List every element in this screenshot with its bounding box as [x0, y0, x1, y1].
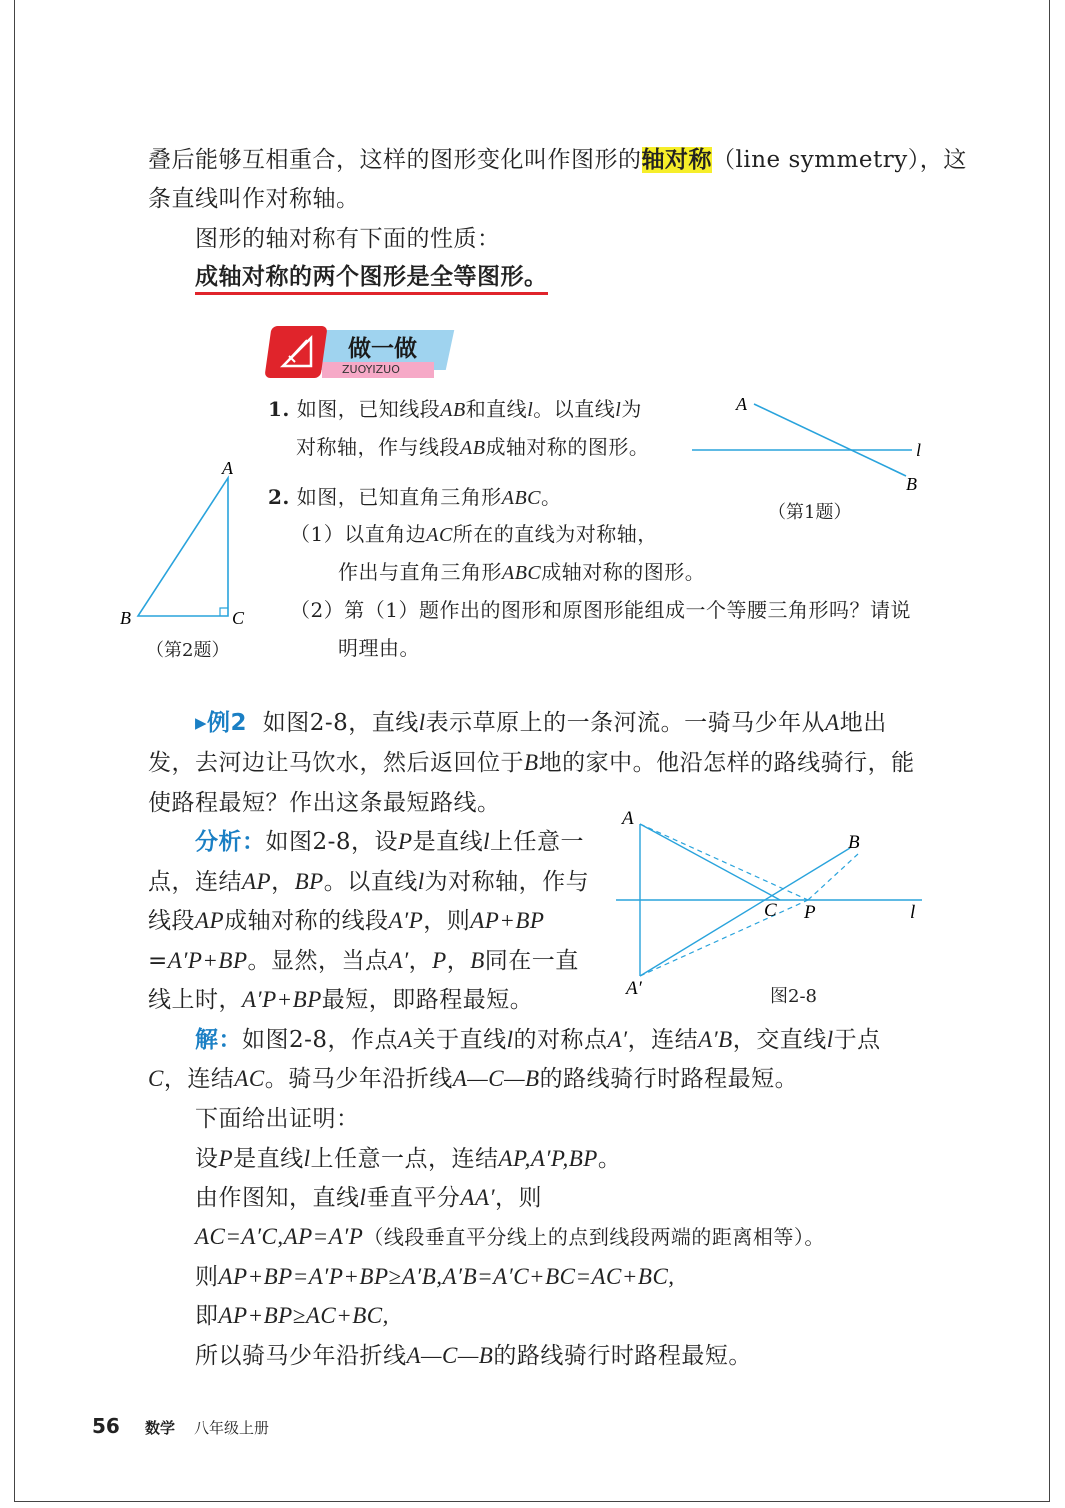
- label-b: B: [848, 832, 860, 853]
- math: AC: [234, 1066, 265, 1091]
- label-l: l: [910, 902, 916, 923]
- proof-line6: [195, 1337, 752, 1375]
- math: l: [826, 1027, 834, 1052]
- text: 关于直线: [412, 1027, 507, 1053]
- math: l: [527, 399, 534, 421]
- math: P: [398, 829, 413, 854]
- label-a: A: [736, 394, 747, 414]
- text: ，则: [495, 1185, 543, 1211]
- math: BP: [294, 869, 324, 894]
- math: AP+BP: [470, 908, 545, 933]
- figure-q1: [688, 388, 948, 498]
- math: A: [825, 710, 840, 735]
- text: 为对称轴，作与: [424, 869, 590, 895]
- math: l: [417, 869, 425, 894]
- math: P: [432, 948, 447, 973]
- segment-ab: [754, 404, 906, 476]
- segment-ac: [640, 824, 780, 900]
- activity-title: 做一做: [348, 336, 417, 362]
- text: 如图2-8，作点: [242, 1027, 399, 1053]
- example-label: 例2: [207, 710, 248, 736]
- proof-line2: [195, 1179, 542, 1217]
- text: ，连结: [163, 1066, 235, 1092]
- proof-line1: [195, 1140, 621, 1178]
- text: 同在一直: [484, 948, 579, 974]
- analysis-tag: 分析：: [195, 829, 266, 855]
- analysis-line1: [195, 823, 584, 861]
- example-line3: 使路程最短？作出这条最短路线。: [148, 790, 501, 816]
- text: 地出: [839, 710, 887, 736]
- reason: （线段垂直平分线上的点到线段两端的距离相等）。: [363, 1225, 825, 1249]
- text: 即: [195, 1303, 219, 1329]
- property-statement: 成轴对称的两个图形是全等图形。: [195, 264, 548, 295]
- text: 所在的直线为对称轴，: [452, 522, 658, 546]
- text: 。骑马少年沿折线: [264, 1066, 453, 1092]
- q2-sub2: （2）第（1）题作出的图形和原图形能组成一个等腰三角形吗？请说: [290, 598, 911, 622]
- q1-line1: [268, 390, 642, 429]
- solution-line1: [195, 1021, 881, 1059]
- page-number: 56: [92, 1414, 120, 1438]
- term-highlight: 轴对称: [641, 147, 712, 173]
- property-line: [195, 258, 548, 296]
- label-b: B: [120, 608, 131, 626]
- para1-line3: 图形的轴对称有下面的性质：: [195, 226, 501, 252]
- math: A′P: [388, 908, 424, 933]
- text: 成轴对称的图形。: [485, 435, 650, 459]
- example-tag: ▸例2: [195, 710, 248, 736]
- q2-sub2-cont: 明理由。: [338, 636, 420, 660]
- page-footer: [92, 1414, 269, 1438]
- text: 成轴对称的线段: [224, 908, 389, 934]
- math: AC=A′C,AP=A′P: [195, 1224, 364, 1249]
- proof-intro: 下面给出证明：: [195, 1106, 360, 1132]
- solution-line2: [148, 1060, 798, 1098]
- text: （line symmetry），这: [712, 147, 967, 173]
- math: l: [615, 399, 622, 421]
- math: AP+BP≥AC+BC,: [218, 1303, 389, 1328]
- caption-q2: （第2题）: [146, 640, 230, 661]
- figure-caption: 图2-8: [770, 986, 817, 1007]
- activity-pinyin: ZUOYIZUO: [342, 363, 400, 376]
- text: 最短，即路程最短。: [321, 987, 534, 1013]
- text: 的路线骑行时路程最短。: [493, 1343, 752, 1369]
- figure-q2: [114, 456, 254, 626]
- text: ，: [408, 948, 433, 974]
- text: 线段: [148, 908, 195, 934]
- math: A: [398, 1027, 413, 1052]
- text: 发，去河边让马饮水，然后返回位于: [148, 750, 524, 776]
- text: ，交直线: [732, 1027, 827, 1053]
- right-angle-mark: [220, 608, 228, 616]
- math: A′B: [698, 1027, 733, 1052]
- q2-line1: [268, 478, 562, 517]
- text: 则: [195, 1264, 219, 1290]
- q2-sub1: [290, 515, 658, 554]
- text: 上任意一点，连结: [310, 1146, 499, 1172]
- math: P: [218, 1146, 234, 1171]
- text: 是直线: [233, 1146, 304, 1172]
- para1-line1: [148, 141, 967, 179]
- label-a: A: [622, 808, 634, 829]
- text: ，: [446, 948, 471, 974]
- text: 的对称点: [513, 1027, 608, 1053]
- label-c: C: [232, 608, 245, 626]
- label-a-prime: A′: [626, 978, 642, 998]
- text: 对称轴，作与线段: [296, 435, 460, 459]
- math: A′P+BP: [167, 948, 248, 973]
- math: l: [303, 1146, 311, 1171]
- math: ABC: [502, 562, 542, 584]
- text: 如图2-8，设: [265, 829, 399, 855]
- figure-2-8: [612, 808, 932, 998]
- text: 作出与直角三角形: [338, 560, 502, 584]
- text: 叠后能够互相重合，这样的图形变化叫作图形的: [148, 147, 642, 173]
- book-subject: 数学: [144, 1419, 175, 1437]
- text: 所以骑马少年沿折线: [195, 1343, 407, 1369]
- math: l: [506, 1027, 514, 1052]
- activity-badge: [268, 326, 453, 380]
- text: 表示草原上的一条河流。一骑马少年从: [425, 710, 826, 736]
- segment-pb: [808, 854, 858, 900]
- analysis-line5: [148, 981, 533, 1019]
- text: 设: [195, 1146, 219, 1172]
- text: 线上时，: [148, 987, 242, 1013]
- math: l: [483, 829, 490, 854]
- label-l: l: [916, 440, 922, 460]
- text: 。以直线: [533, 397, 616, 421]
- math: AP: [195, 908, 225, 933]
- label-a: A: [222, 458, 233, 478]
- text: 如图2-8，直线: [262, 710, 419, 736]
- math: AC: [426, 524, 453, 546]
- text: 成轴对称的图形。: [541, 560, 706, 584]
- math: A′: [388, 948, 409, 973]
- book-grade: 八年级上册: [194, 1419, 270, 1437]
- text: 。: [541, 485, 562, 509]
- caption-q1: （第1题）: [768, 502, 852, 523]
- math: AP,A′P,BP: [498, 1146, 598, 1171]
- math: AB: [460, 437, 486, 459]
- solution-tag: 解：: [195, 1027, 242, 1053]
- example-line2: [148, 744, 915, 782]
- text: 点，连结: [148, 869, 242, 895]
- text: ，: [271, 869, 295, 895]
- math: A′: [607, 1027, 628, 1052]
- example-line1: [195, 704, 887, 742]
- ruler-icon: [277, 332, 317, 372]
- text: 上任意一: [490, 829, 584, 855]
- math: B: [524, 750, 539, 775]
- math: l: [359, 1185, 367, 1210]
- text: 由作图知，直线: [195, 1185, 360, 1211]
- text: 为: [621, 397, 642, 421]
- text: ，连结: [627, 1027, 699, 1053]
- math: A′P+BP: [242, 987, 322, 1012]
- math: A—C—B: [406, 1343, 494, 1368]
- text: 是直线: [412, 829, 484, 855]
- math: AP: [242, 869, 272, 894]
- text: 。: [597, 1146, 622, 1172]
- segment-ap: [640, 824, 808, 900]
- label-p: P: [804, 902, 816, 923]
- math: AA′: [460, 1185, 496, 1210]
- q1-number: 1.: [268, 397, 290, 421]
- q2-number: 2.: [268, 485, 290, 509]
- segment-app: [640, 900, 808, 976]
- math: l: [418, 710, 426, 735]
- text: 如图，已知线段: [296, 397, 441, 421]
- segment-apb: [640, 848, 850, 976]
- text: 垂直平分: [366, 1185, 461, 1211]
- math: B: [470, 948, 485, 973]
- text: 于点: [833, 1027, 881, 1053]
- text: 如图，已知直角三角形: [296, 485, 502, 509]
- math: A—C—B: [452, 1066, 540, 1091]
- text: ，则: [423, 908, 471, 934]
- text: 的路线骑行时路程最短。: [539, 1066, 799, 1092]
- proof-line3: [195, 1218, 825, 1256]
- analysis-line4: [148, 942, 579, 980]
- label-c: C: [764, 900, 777, 921]
- proof-line4: [195, 1258, 675, 1296]
- text: 。以直线: [323, 869, 418, 895]
- math: C: [148, 1066, 164, 1091]
- text: 地的家中。他沿怎样的路线骑行，能: [538, 750, 915, 776]
- analysis-line2: [148, 863, 589, 901]
- text: 和直线: [465, 397, 528, 421]
- right-triangle-abc: [138, 478, 228, 616]
- proof-line5: [195, 1297, 389, 1335]
- text: 。显然，当点: [247, 948, 389, 974]
- math: AP+BP=A′P+BP≥A′B,A′B=A′C+BC=AC+BC,: [218, 1264, 675, 1289]
- analysis-line3: [148, 902, 544, 940]
- para1-line2: 条直线叫作对称轴。: [148, 186, 360, 212]
- label-b: B: [906, 474, 917, 494]
- q1-line2: [296, 428, 649, 467]
- math: ABC: [501, 487, 542, 509]
- q2-sub1-cont: [338, 553, 705, 592]
- text: =: [148, 948, 168, 974]
- text: （1）以直角边: [290, 522, 427, 546]
- math: AB: [440, 399, 466, 421]
